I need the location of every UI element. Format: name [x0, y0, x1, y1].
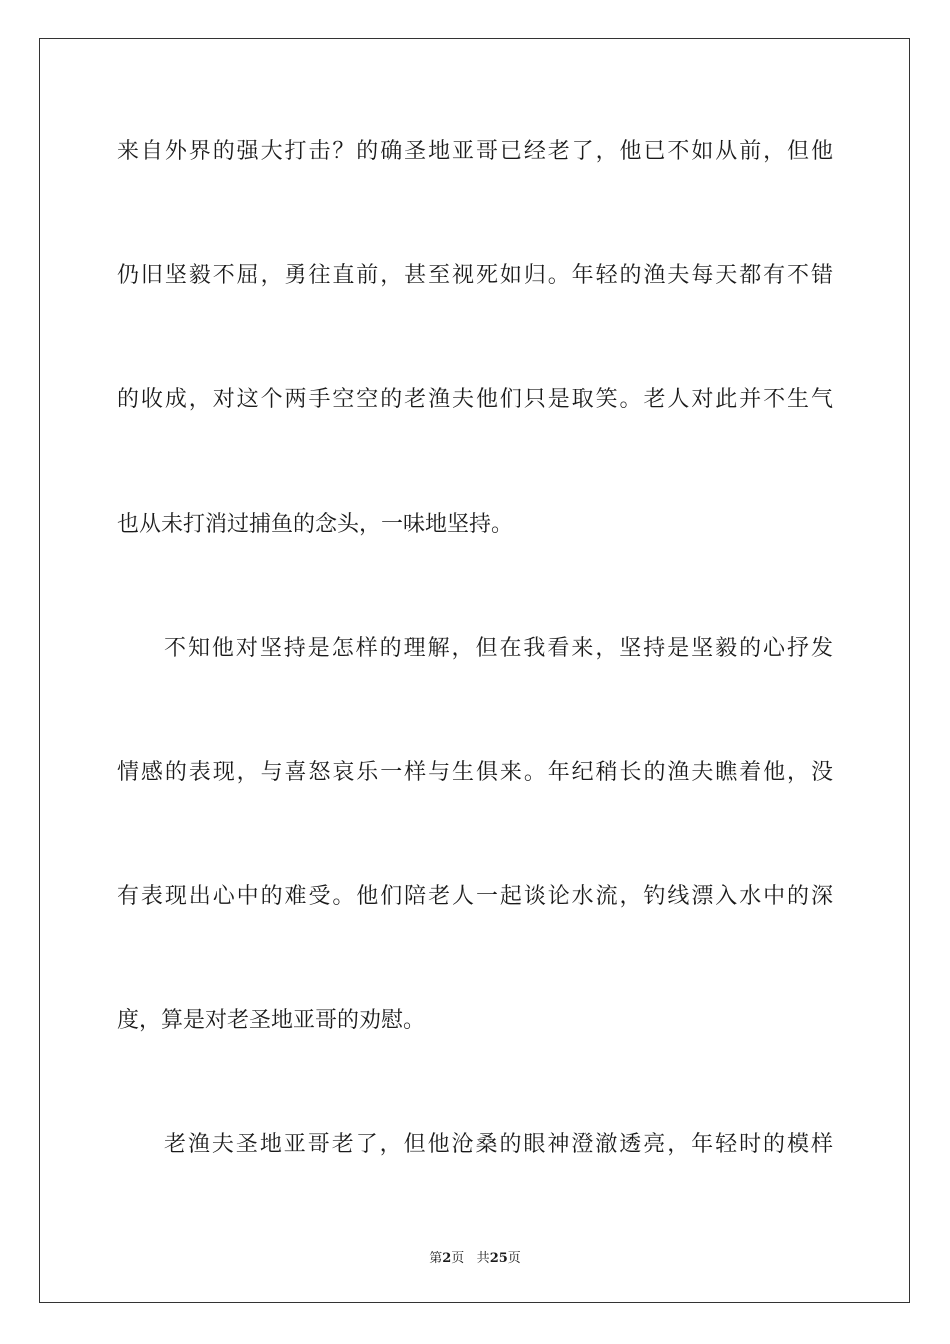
text-line-9: 老渔夫圣地亚哥老了，但他沧桑的眼神澄澈透亮，年轻时的模样: [164, 1132, 833, 1157]
page-footer: [0, 1247, 950, 1266]
total-pages: 25: [489, 1251, 508, 1266]
total-prefix: 共: [476, 1251, 490, 1266]
text-line-5: 不知他对坚持是怎样的理解，但在我看来，坚持是坚毅的心抒发: [164, 636, 833, 661]
text-line-8: 度，算是对老圣地亚哥的劝慰。: [117, 1008, 426, 1033]
text-line-3: 的收成，对这个两手空空的老渔夫他们只是取笑。老人对此并不生气: [117, 387, 833, 412]
page-suffix: 页: [451, 1251, 465, 1266]
text-line-2: 仍旧坚毅不屈，勇往直前，甚至视死如归。年轻的渔夫每天都有不错: [117, 263, 833, 288]
text-line-6: 情感的表现，与喜怒哀乐一样与生俱来。年纪稍长的渔夫瞧着他，没: [117, 760, 833, 785]
page-number: 2: [442, 1251, 452, 1266]
text-line-7: 有表现出心中的难受。他们陪老人一起谈论水流，钓线漂入水中的深: [117, 884, 833, 909]
page-prefix: 第: [429, 1251, 443, 1266]
text-line-4: 也从未打消过捕鱼的念头，一味地坚持。: [117, 512, 514, 537]
text-line-1: 来自外界的强大打击？的确圣地亚哥已经老了，他已不如从前，但他: [117, 139, 833, 164]
page-border: [39, 38, 910, 1303]
total-suffix: 页: [507, 1251, 521, 1266]
